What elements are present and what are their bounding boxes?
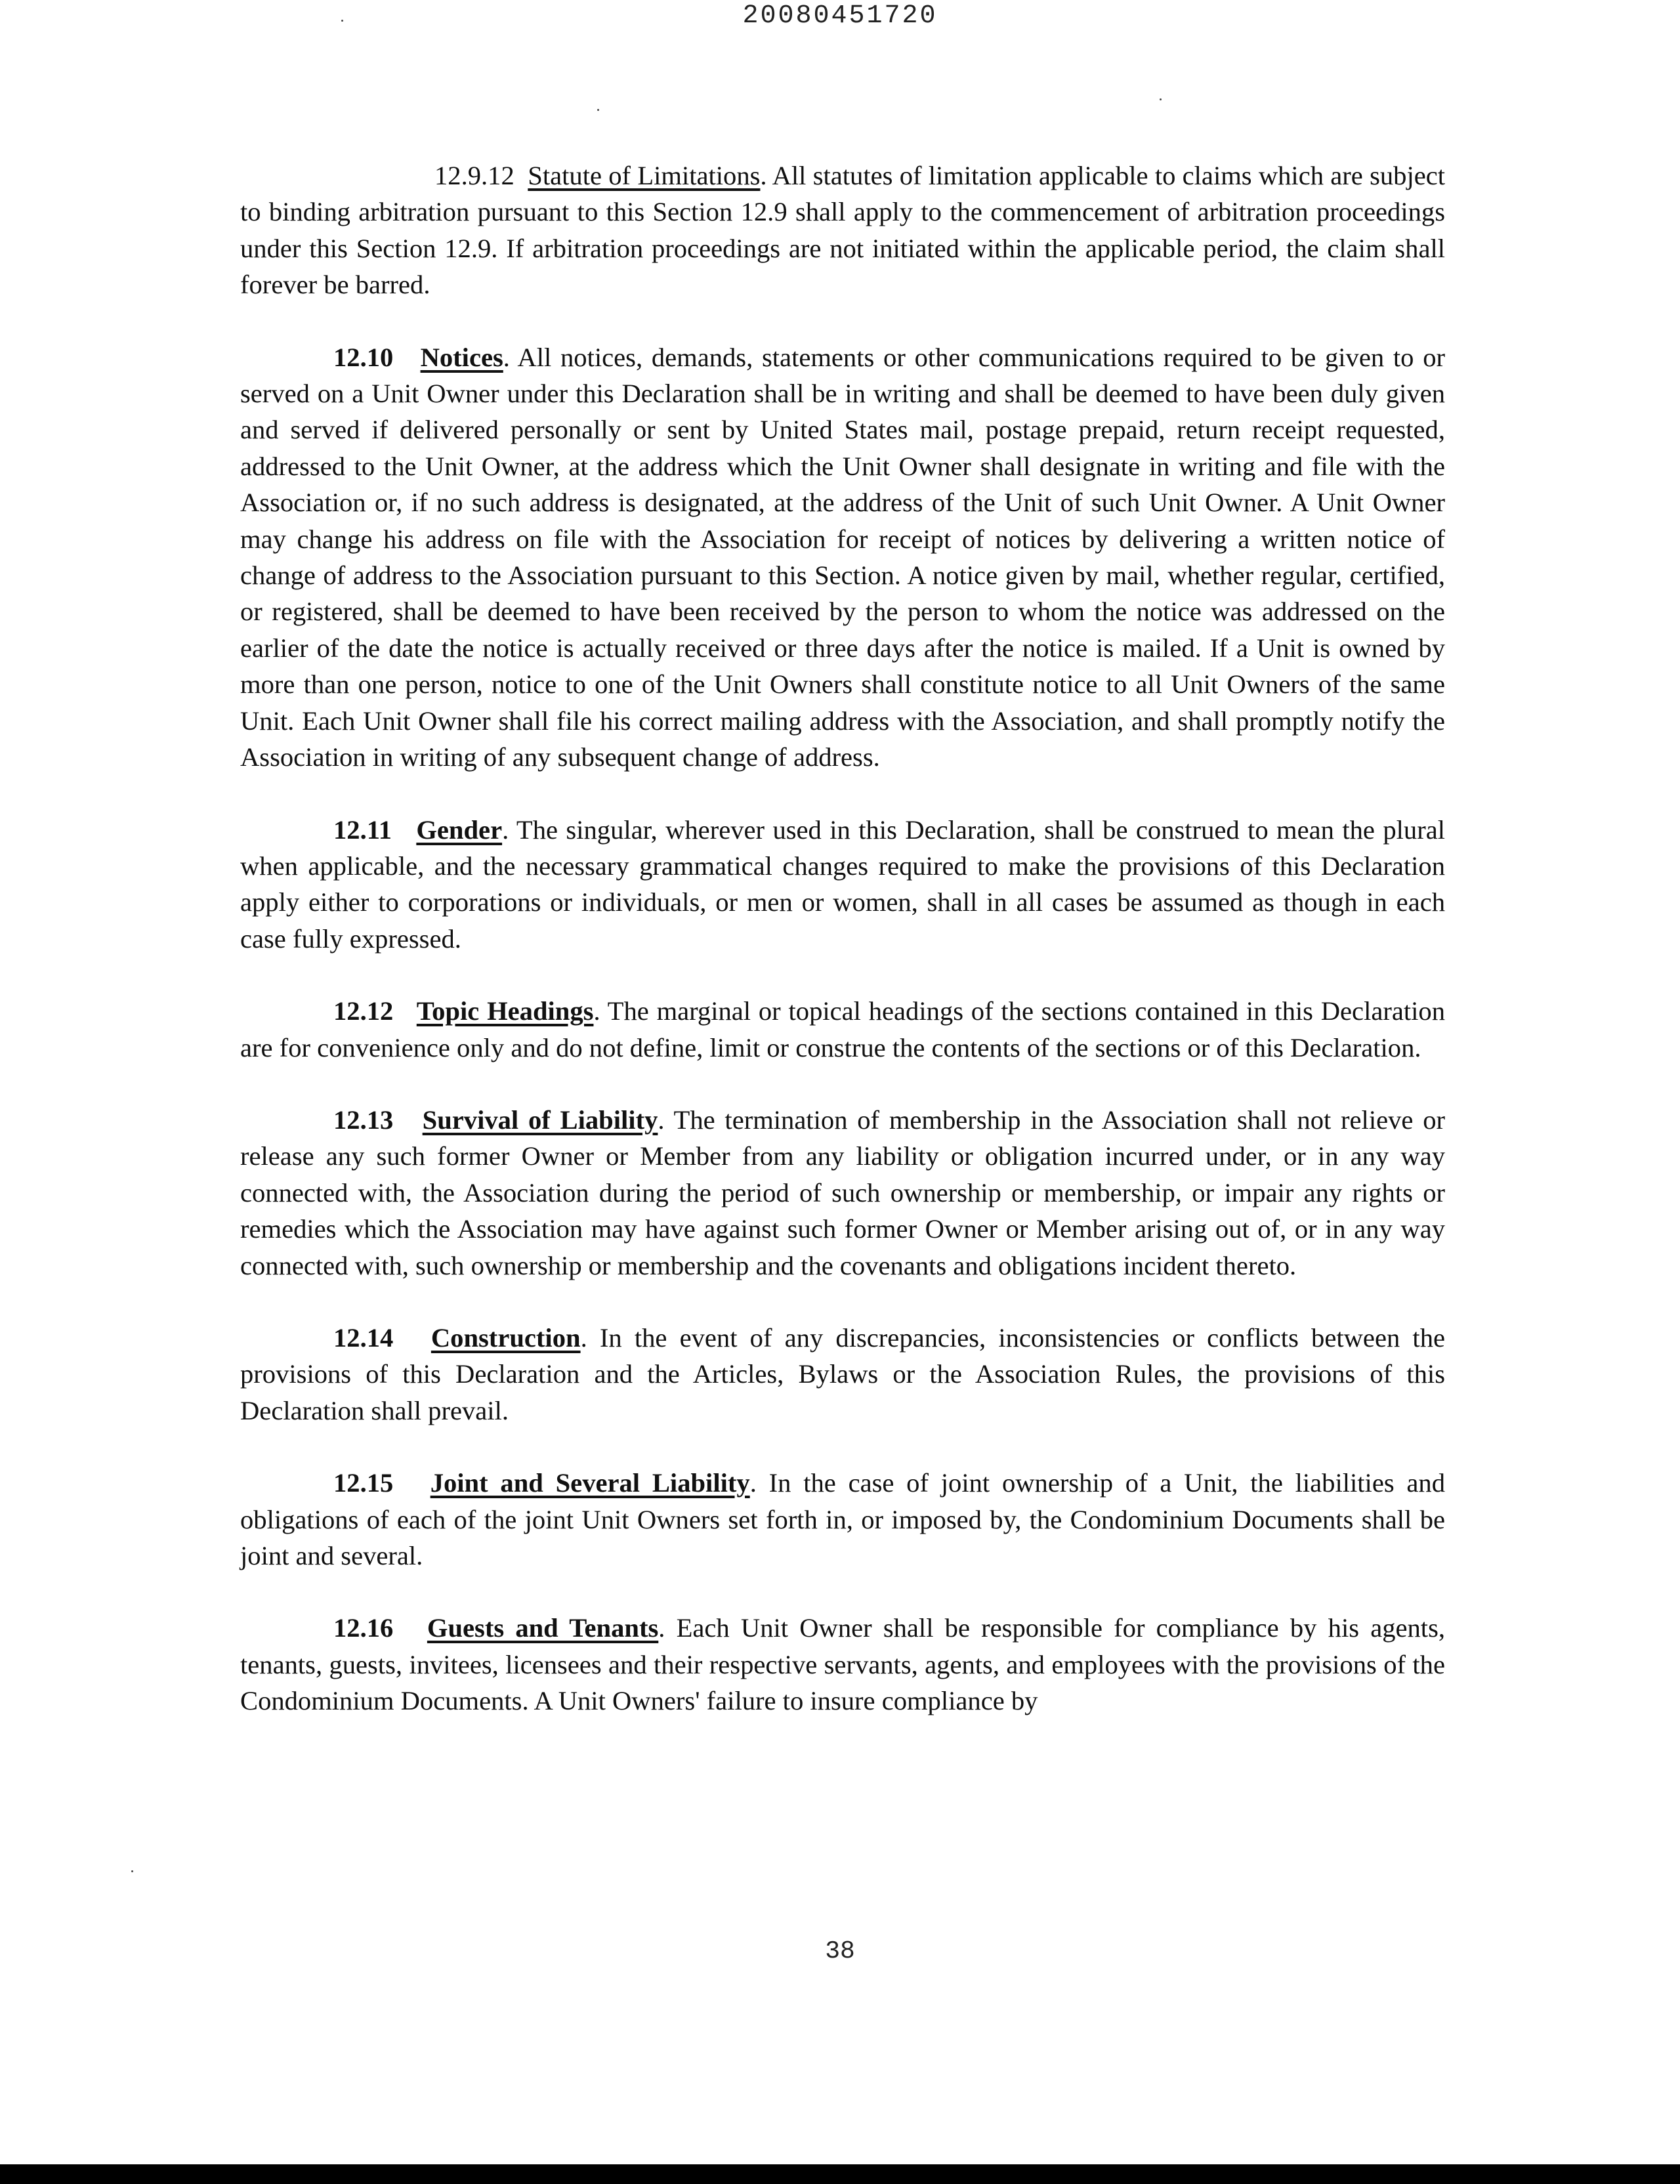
document-number: 20080451720	[742, 1, 938, 31]
section-paragraph	[240, 339, 1445, 776]
section-heading: Guests and Tenants	[427, 1613, 659, 1643]
section-number: 12.12	[333, 996, 394, 1026]
section-number: 12.16	[333, 1613, 394, 1643]
section-paragraph	[240, 812, 1445, 957]
scan-speck	[597, 109, 599, 111]
section-text: . The marginal or topical headings of the sections contained in this Declaration are for convenience only and do not define, limit or construe the contents of the sections or of this Declaration.	[240, 996, 1446, 1062]
document-body	[240, 158, 1445, 1755]
section-number: 12.11	[333, 814, 392, 845]
section-number: 12.13	[333, 1104, 394, 1135]
section-text: . Each Unit Owner shall be responsible for compliance by his agents, tenants, guests, invitees, licensees and their respective servants, agents, and employees with the provisions of the Condominium Documents. A Unit Owners' failure to insure compliance by	[240, 1613, 1446, 1716]
section-number: 12.14	[333, 1322, 394, 1353]
page-number: 38	[825, 1937, 855, 1965]
section-paragraph	[240, 1320, 1445, 1429]
scan-border	[0, 2164, 1680, 2184]
section-paragraph	[240, 993, 1445, 1066]
section-text: . The termination of membership in the Association shall not relieve or release any such former Owner or Member from any liability or obligation incurred under, or in any way connected with, the Association during the period of such ownership or membership, or impair any rights or remedies which the Association may have against such former Owner or Member arising out of, or in any way connected with, such ownership or membership and the covenants and obligations incident thereto.	[240, 1104, 1445, 1280]
section-paragraph	[240, 1102, 1445, 1284]
scan-speck	[131, 1870, 133, 1872]
section-number: 12.10	[333, 342, 394, 372]
section-paragraph	[240, 1465, 1445, 1574]
section-text: . All statutes of limitation applicable to claims which are subject to binding arbitration pursuant to this Section 12.9 shall apply to the commencement of arbitration proceedings under this Section 12.9. If arbitration proceedings are not initiated within the applicable period, the claim shall forever be barred.	[240, 161, 1446, 300]
section-heading: Survival of Liability	[422, 1104, 658, 1135]
section-heading: Statute of Limitations	[528, 161, 761, 190]
section-number: 12.15	[333, 1468, 394, 1498]
section-heading: Notices	[420, 342, 503, 372]
section-text: . In the event of any discrepancies, inconsistencies or conflicts between the provisions of this Declaration and the Articles, Bylaws or the Association Rules, the provisions of this Declaration shall prevail.	[240, 1322, 1445, 1425]
scan-speck	[341, 20, 343, 22]
section-heading: Joint and Several Liability	[430, 1468, 750, 1498]
section-text: . All notices, demands, statements or other communications required to be given to or served on a Unit Owner under this Declaration shall be in writing and shall be deemed to have been duly given and served if delivered personally or sent by United States mail, postage prepaid, return receipt requested, addressed to the Unit Owner, at the address which the Unit Owner shall designate in writing and file with the Association or, if no such address is designated, at the address of the Unit of such Unit Owner. A Unit Owner may change his address on file with the Association for receipt of notices by delivering a written notice of change of address to the Association pursuant to this Section. A notice given by mail, whether regular, certified, or registered, shall be deemed to have been received by the person to whom the notice was addressed on the earlier of the date the notice is actually received or three days after the notice is mailed. If a Unit is owned by more than one person, notice to one of the Unit Owners shall constitute notice to all Unit Owners of the same Unit. Each Unit Owner shall file his correct mailing address with the Association, and shall promptly notify the Association in writing of any subsequent change of address.	[240, 342, 1445, 772]
section-number: 12.9.12	[434, 161, 514, 190]
section-heading: Construction	[430, 1322, 581, 1353]
section-heading: Topic Headings	[416, 996, 594, 1026]
scan-speck	[1160, 98, 1162, 100]
section-heading: Gender	[416, 814, 503, 845]
section-paragraph	[240, 1610, 1445, 1719]
section-paragraph	[240, 158, 1445, 303]
section-text: . The singular, wherever used in this Declaration, shall be construed to mean the plural when applicable, and the necessary grammatical changes required to make the provisions of this Declaration apply either to corporations or individuals, or men or women, shall in all cases be assumed as though in each case fully expressed.	[240, 814, 1446, 954]
section-text: . In the case of joint ownership of a Unit, the liabilities and obligations of each of the joint Unit Owners set forth in, or imposed by, the Condominium Documents shall be joint and several.	[240, 1468, 1446, 1570]
